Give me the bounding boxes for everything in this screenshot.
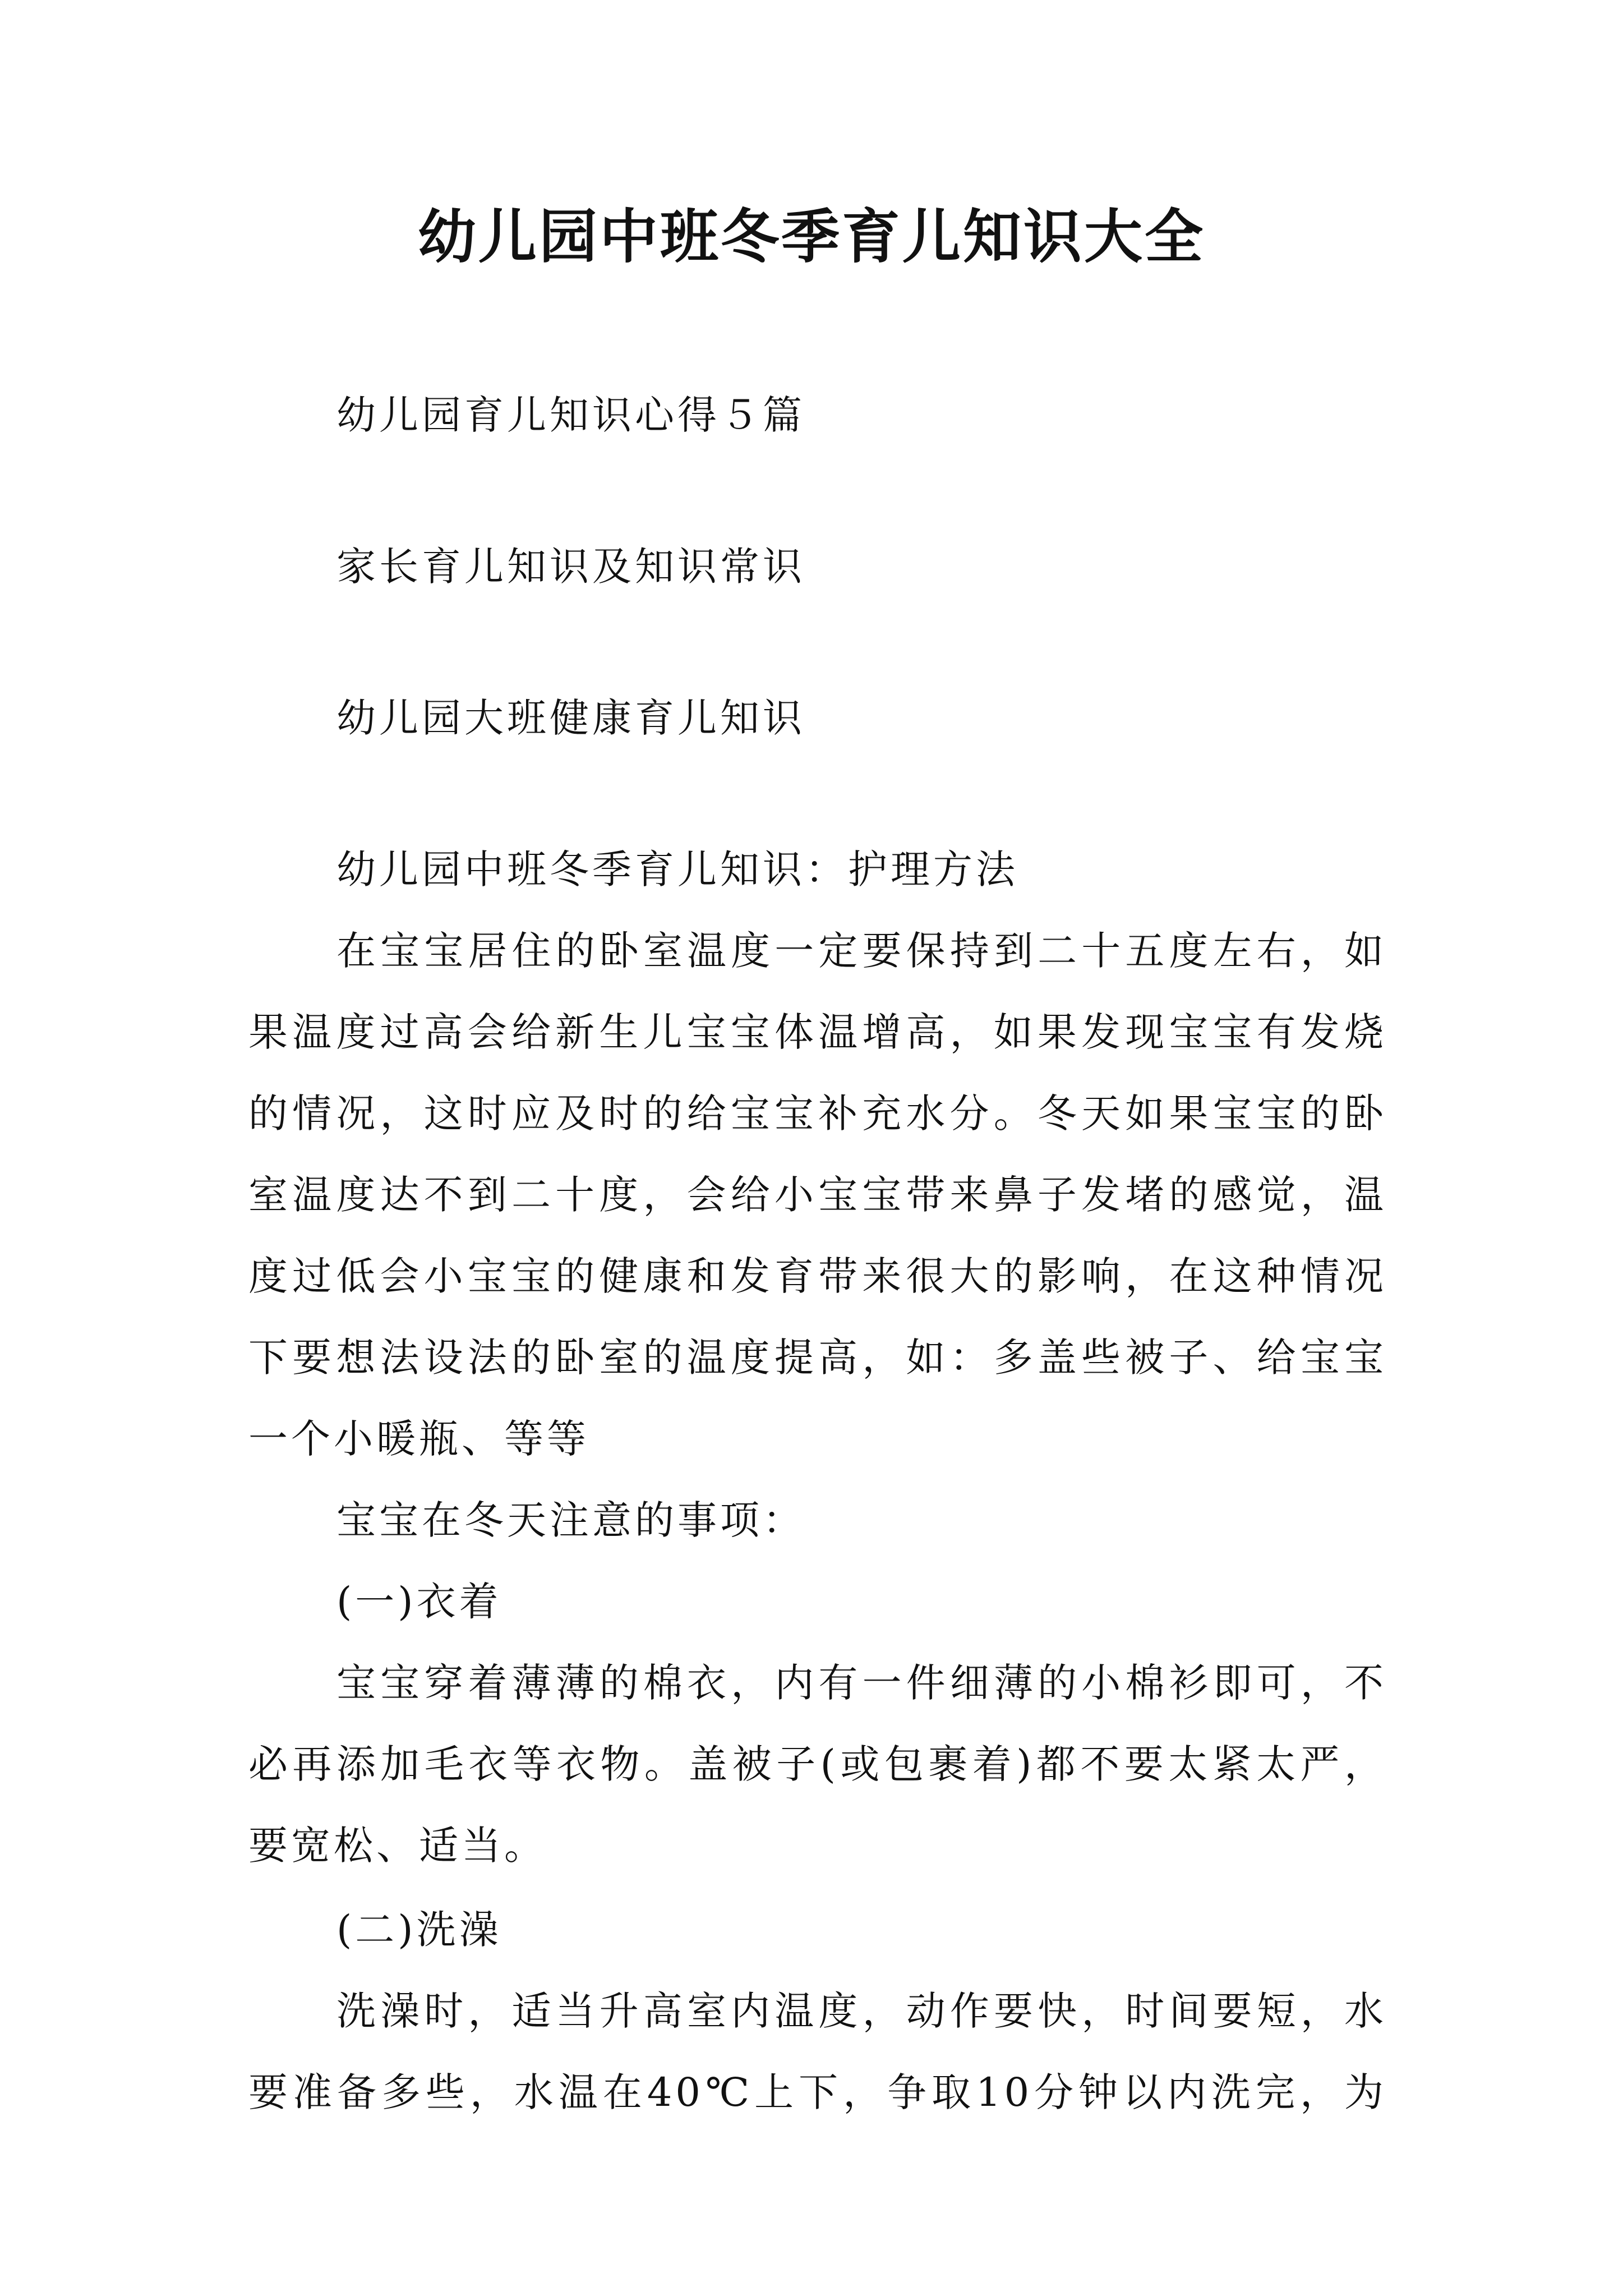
paragraph-line: 下要想法设法的卧室的温度提高，如：多盖些被子、给宝宝 (248, 1335, 1387, 1381)
related-link-3: 幼儿园大班健康育儿知识 (336, 695, 805, 741)
document-title: 幼儿园中班冬季育儿知识大全 (417, 202, 1205, 271)
subheading-clothing: (一)衣着 (336, 1579, 502, 1625)
paragraph-line: 一个小暖瓶、等等 (248, 1416, 589, 1462)
paragraph-line: 室温度达不到二十度，会给小宝宝带来鼻子发堵的感觉，温 (248, 1172, 1387, 1218)
paragraph-line: 宝宝穿着薄薄的棉衣，内有一件细薄的小棉衫即可，不 (336, 1660, 1387, 1706)
paragraph-line: 要准备多些，水温在40℃上下，争取10分钟以内洗完，为 (248, 2069, 1387, 2115)
paragraph-line: 在宝宝居住的卧室温度一定要保持到二十五度左右，如 (336, 928, 1387, 974)
paragraph-line: 要宽松、适当。 (248, 1823, 547, 1869)
paragraph-line: 果温度过高会给新生儿宝宝体温增高，如果发现宝宝有发烧 (248, 1009, 1387, 1055)
related-link-1: 幼儿园育儿知识心得５篇 (336, 392, 805, 438)
paragraph-line: 的情况，这时应及时的给宝宝补充水分。冬天如果宝宝的卧 (248, 1091, 1387, 1137)
subheading-bathing: (二)洗澡 (336, 1907, 502, 1953)
notes-heading: 宝宝在冬天注意的事项： (336, 1497, 805, 1543)
paragraph-line: 度过低会小宝宝的健康和发育带来很大的影响，在这种情况 (248, 1253, 1387, 1299)
paragraph-line: 必再添加毛衣等衣物。盖被子(或包裹着)都不要太紧太严， (248, 1741, 1387, 1787)
section-heading: 幼儿园中班冬季育儿知识：护理方法 (336, 846, 1018, 892)
paragraph-line: 洗澡时，适当升高室内温度，动作要快，时间要短，水 (336, 1988, 1387, 2034)
related-link-2: 家长育儿知识及知识常识 (336, 544, 805, 590)
